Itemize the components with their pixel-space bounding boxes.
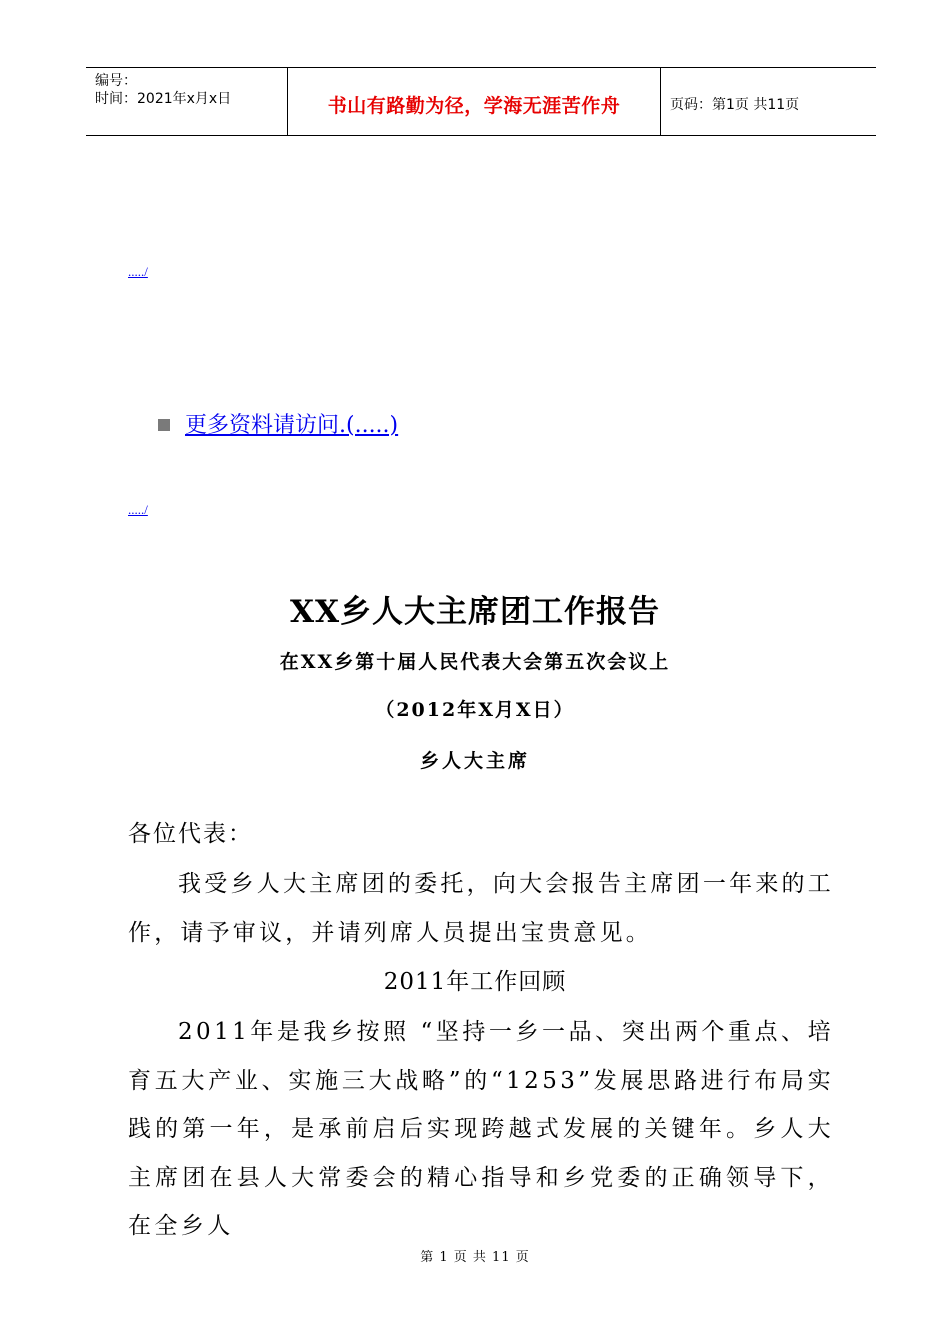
more-info-link[interactable]: 更多资料请访问.(.....) [185,413,399,438]
document-date: （2012年X月X日） [375,699,575,721]
page-label: 页码：第1页 共11页 [670,96,800,113]
section-heading: 2011年工作回顾 [383,969,567,995]
page-footer: 第 1 页 共 11 页 [420,1250,530,1265]
document-title: XX乡人大主席团工作报告 [289,594,661,630]
paragraph-review: 2011年是我乡按照 “坚持一乡一品、突出两个重点、培育五大产业、实施三大战略”的“1253”发展思路进行布局实践的第一年，是承前启后实现跨越式发展的关键年。乡人大主席团在县人大常委会的精心指导和乡党委的正确领导下，在全乡人 [128,1019,834,1239]
more-info-line [158,408,398,439]
dots-link-bottom[interactable]: ...../ [128,502,148,517]
document-author: 乡人大主席 [419,750,530,772]
square-bullet-icon [158,419,170,431]
dots-link-top[interactable]: ...../ [128,264,148,279]
motto-text: 书山有路勤为径，学海无涯苦作舟 [327,95,621,117]
greeting: 各位代表： [128,821,253,847]
header-info-cell [86,68,288,135]
paragraph-intro: 我受乡人大主席团的委托，向大会报告主席团一年来的工作，请予审议，并请列席人员提出宝贵意见。 [128,871,834,946]
document-subtitle: 在XX乡第十届人民代表大会第五次会议上 [279,651,671,673]
header-table [86,67,876,136]
header-page-cell [661,68,876,135]
time-label: 时间：2021年x月x日 [95,91,232,107]
number-label: 编号： [95,73,137,89]
header-motto-cell [288,68,661,135]
